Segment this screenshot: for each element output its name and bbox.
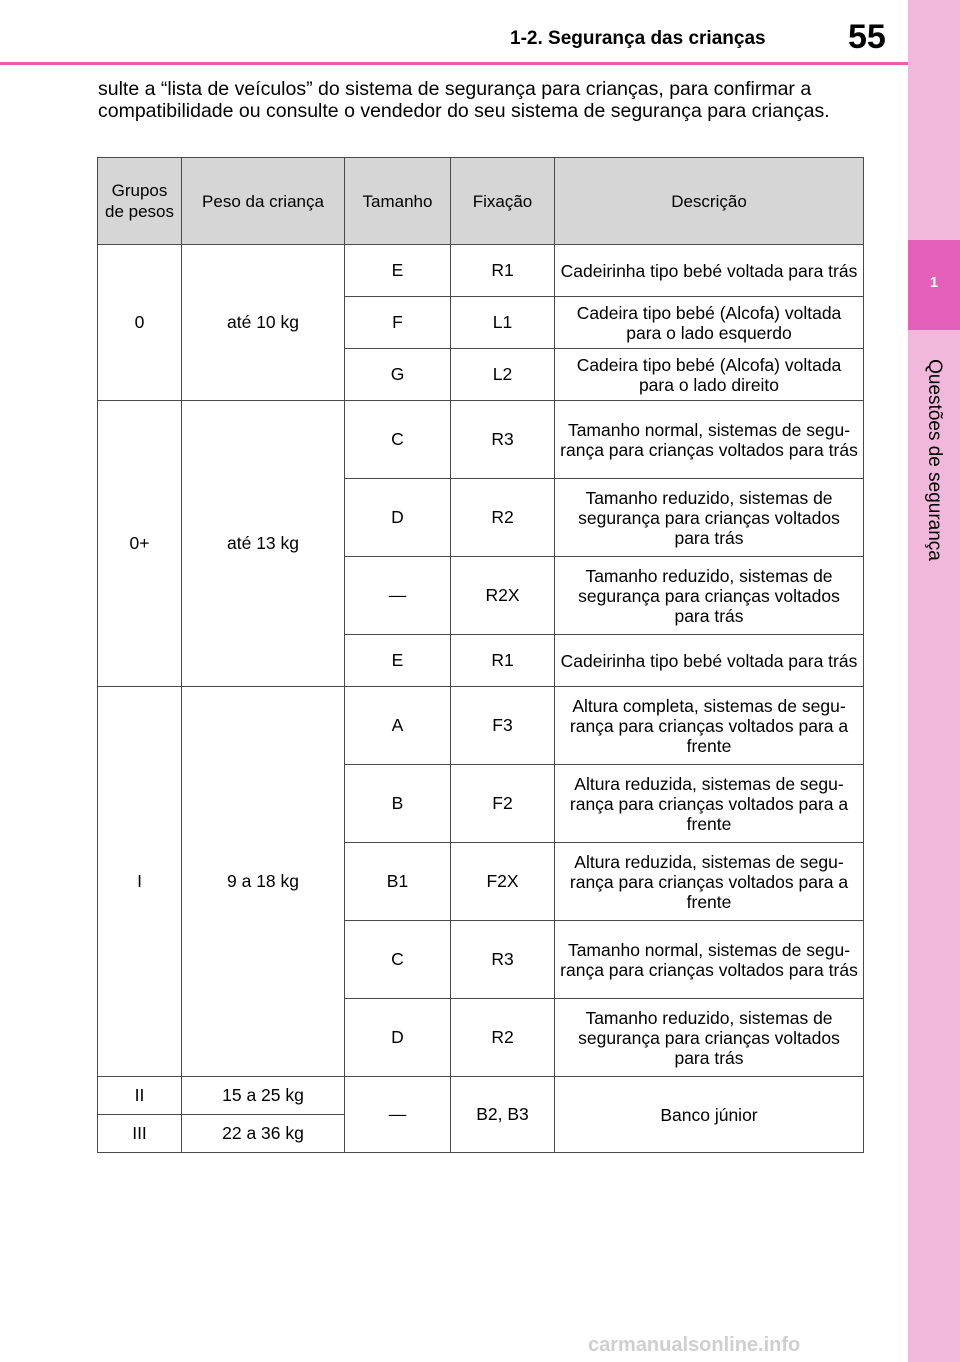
size-cell: E [345,635,451,687]
size-cell: F [345,297,451,349]
size-cell: E [345,245,451,297]
fixture-cell: F3 [451,687,555,765]
description-cell: Tamanho reduzido, sistemas de segurança para crianças voltados para trás [555,999,864,1077]
weight-cell: até 13 kg [182,401,345,687]
size-cell: D [345,999,451,1077]
header-size: Tamanho [345,158,451,245]
chapter-number: 1 [929,274,939,291]
fixture-cell: R2 [451,999,555,1077]
size-cell: — [345,1077,451,1153]
section-title: 1-2. Segurança das crianças [510,28,766,49]
header-group: Grupos de pesos [98,158,182,245]
table-row [98,687,864,765]
size-cell: D [345,479,451,557]
weight-cell: até 10 kg [182,245,345,401]
size-cell: A [345,687,451,765]
fixture-cell: F2X [451,843,555,921]
fixture-cell: L2 [451,349,555,401]
fixture-cell: R1 [451,635,555,687]
size-cell: B [345,765,451,843]
description-cell: Altura reduzida, sistemas de segu-rança para crianças voltados para a frente [555,765,864,843]
group-cell: III [98,1115,182,1153]
fixture-cell: R3 [451,921,555,999]
weight-cell: 22 a 36 kg [182,1115,345,1153]
weight-groups-table [97,157,864,1153]
page-number: 55 [848,18,886,56]
description-cell: Tamanho reduzido, sistemas de segurança para crianças voltados para trás [555,479,864,557]
fixture-cell: R2 [451,479,555,557]
fixture-cell: L1 [451,297,555,349]
table-row [98,401,864,479]
intro-paragraph: sulte a “lista de veículos” do sistema de segurança para crianças, para confirmar a compatibilidade ou consulte o vendedor do seu sistema de segurança para crianças. [98,78,830,122]
description-cell: Altura completa, sistemas de segu-rança para crianças voltados para a frente [555,687,864,765]
description-cell: Altura reduzida, sistemas de segu-rança para crianças voltados para a frente [555,843,864,921]
size-cell: B1 [345,843,451,921]
header-description: Descrição [555,158,864,245]
side-tab [908,0,960,1362]
chapter-tab[interactable] [908,240,960,330]
table-row [98,1077,864,1115]
size-cell: C [345,921,451,999]
group-cell: II [98,1077,182,1115]
description-cell: Tamanho normal, sistemas de segu-rança para crianças voltados para trás [555,401,864,479]
fixture-cell: B2, B3 [451,1077,555,1153]
fixture-cell: F2 [451,765,555,843]
size-cell: G [345,349,451,401]
chapter-label: Questões de segurança [924,359,945,561]
size-cell: — [345,557,451,635]
header-rule [0,62,908,65]
table-row [98,245,864,297]
header-weight: Peso da criança [182,158,345,245]
weight-cell: 9 a 18 kg [182,687,345,1077]
fixture-cell: R1 [451,245,555,297]
fixture-cell: R2X [451,557,555,635]
description-cell: Cadeirinha tipo bebé voltada para trás [555,245,864,297]
group-cell: 0 [98,245,182,401]
description-cell: Tamanho reduzido, sistemas de segurança para crianças voltados para trás [555,557,864,635]
group-cell: I [98,687,182,1077]
description-cell: Tamanho normal, sistemas de segu-rança para crianças voltados para trás [555,921,864,999]
description-cell: Cadeira tipo bebé (Alcofa) voltada para o lado esquerdo [555,297,864,349]
watermark: carmanualsonline.info [588,1334,801,1356]
size-cell: C [345,401,451,479]
description-cell: Cadeirinha tipo bebé voltada para trás [555,635,864,687]
fixture-cell: R3 [451,401,555,479]
weight-cell: 15 a 25 kg [182,1077,345,1115]
group-cell: 0+ [98,401,182,687]
description-cell: Cadeira tipo bebé (Alcofa) voltada para o lado direito [555,349,864,401]
header-fixture: Fixação [451,158,555,245]
description-cell: Banco júnior [555,1077,864,1153]
table-header-row [98,158,864,245]
